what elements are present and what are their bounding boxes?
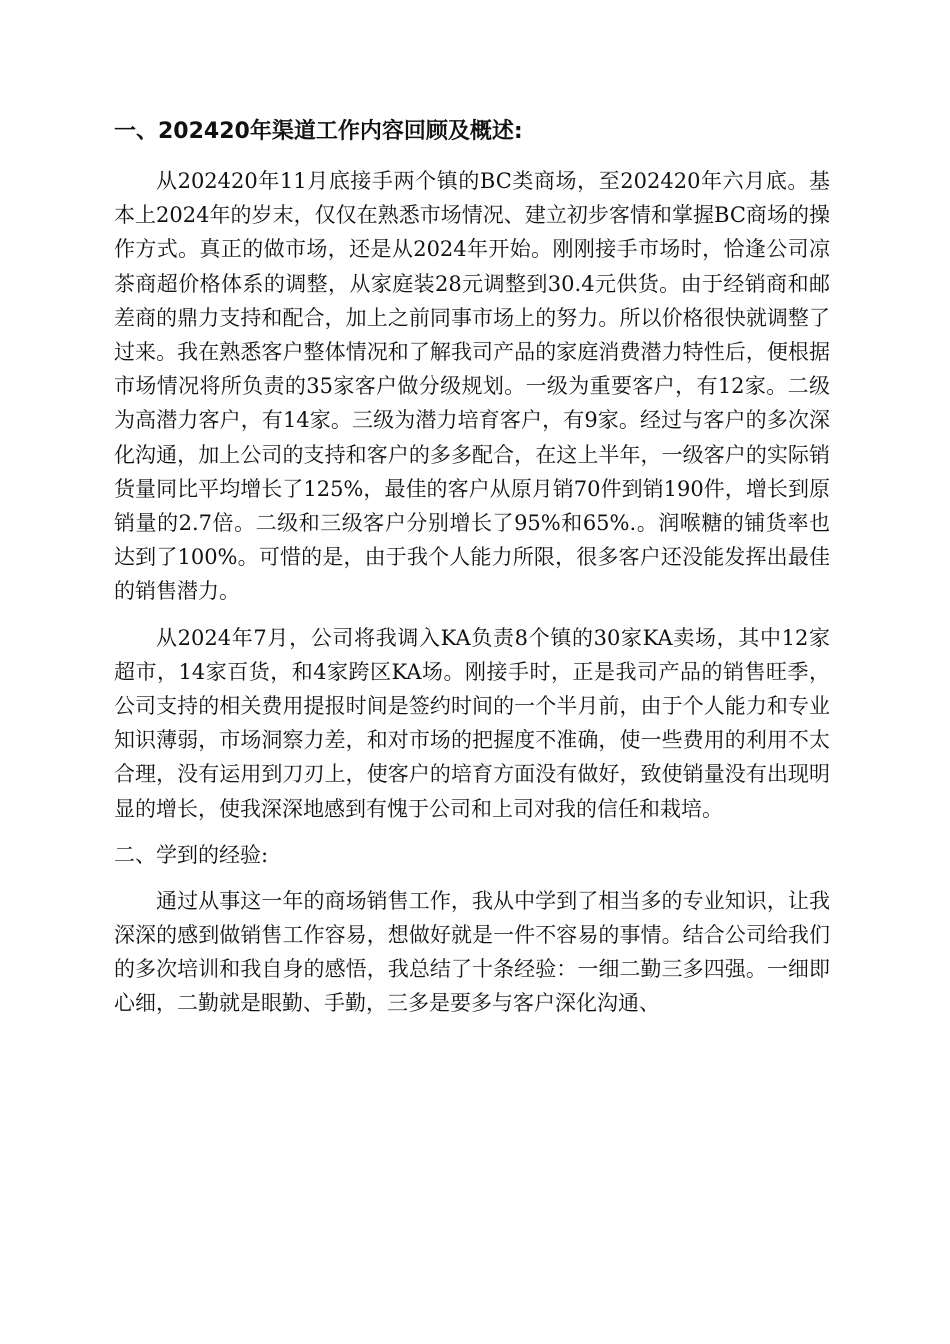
paragraph-ka-market: 从2024年7月，公司将我调入KA负责8个镇的30家KA卖场，其中12家超市，14家百货，和4家跨区KA场。刚接手时，正是我司产品的销售旺季，公司支持的相关费用提报时间是签约时间的一个半月前，由于个人能力和专业知识薄弱，市场洞察力差，和对市场的把握度不准确，使一些费用的利用不太合理，没有运用到刀刃上，使客户的培育方面没有做好，致使销量没有出现明显的增长，使我深深地感到有愧于公司和上司对我的信任和栽培。 — [114, 625, 830, 821]
document-page — [114, 112, 830, 1033]
section-heading-review: 一、202420年渠道工作内容回顾及概述: — [114, 119, 523, 144]
paragraph-experience: 通过从事这一年的商场销售工作，我从中学到了相当多的专业知识，让我深深的感到做销售工作容易，想做好就是一件不容易的事情。结合公司给我们的多次培训和我自身的感悟，我总结了十条经验：一细二勤三多四强。一细即心细，二勤就是眼勤、手勤，三多是要多与客户深化沟通、 — [114, 888, 830, 1016]
section-heading-experience: 二、学到的经验: — [114, 842, 269, 867]
paragraph-bc-market: 从202420年11月底接手两个镇的BC类商场，至202420年六月底。基本上2024年的岁末，仅仅在熟悉市场情况、建立初步客情和掌握BC商场的操作方式。真正的做市场，还是从2024年开始。刚刚接手市场时，恰逢公司凉茶商超价格体系的调整，从家庭装28元调整到30.4元供货。由于经销商和邮差商的鼎力支持和配合，加上之前同事市场上的努力。所以价格很快就调整了过来。我在熟悉客户整体情况和了解我司产品的家庭消费潜力特性后，便根据市场情况将所负责的35家客户做分级规划。一级为重要客户，有12家。二级为高潜力客户，有14家。三级为潜力培育客户，有9家。经过与客户的多次深化沟通，加上公司的支持和客户的多多配合，在这上半年，一级客户的实际销货量同比平均增长了125%，最佳的客户从原月销70件到销190件，增长到原销量的2.7倍。二级和三级客户分别增长了95%和65%.。润喉糖的铺货率也达到了100%。可惜的是，由于我个人能力所限，很多客户还没能发挥出最佳的销售潜力。 — [114, 169, 830, 604]
